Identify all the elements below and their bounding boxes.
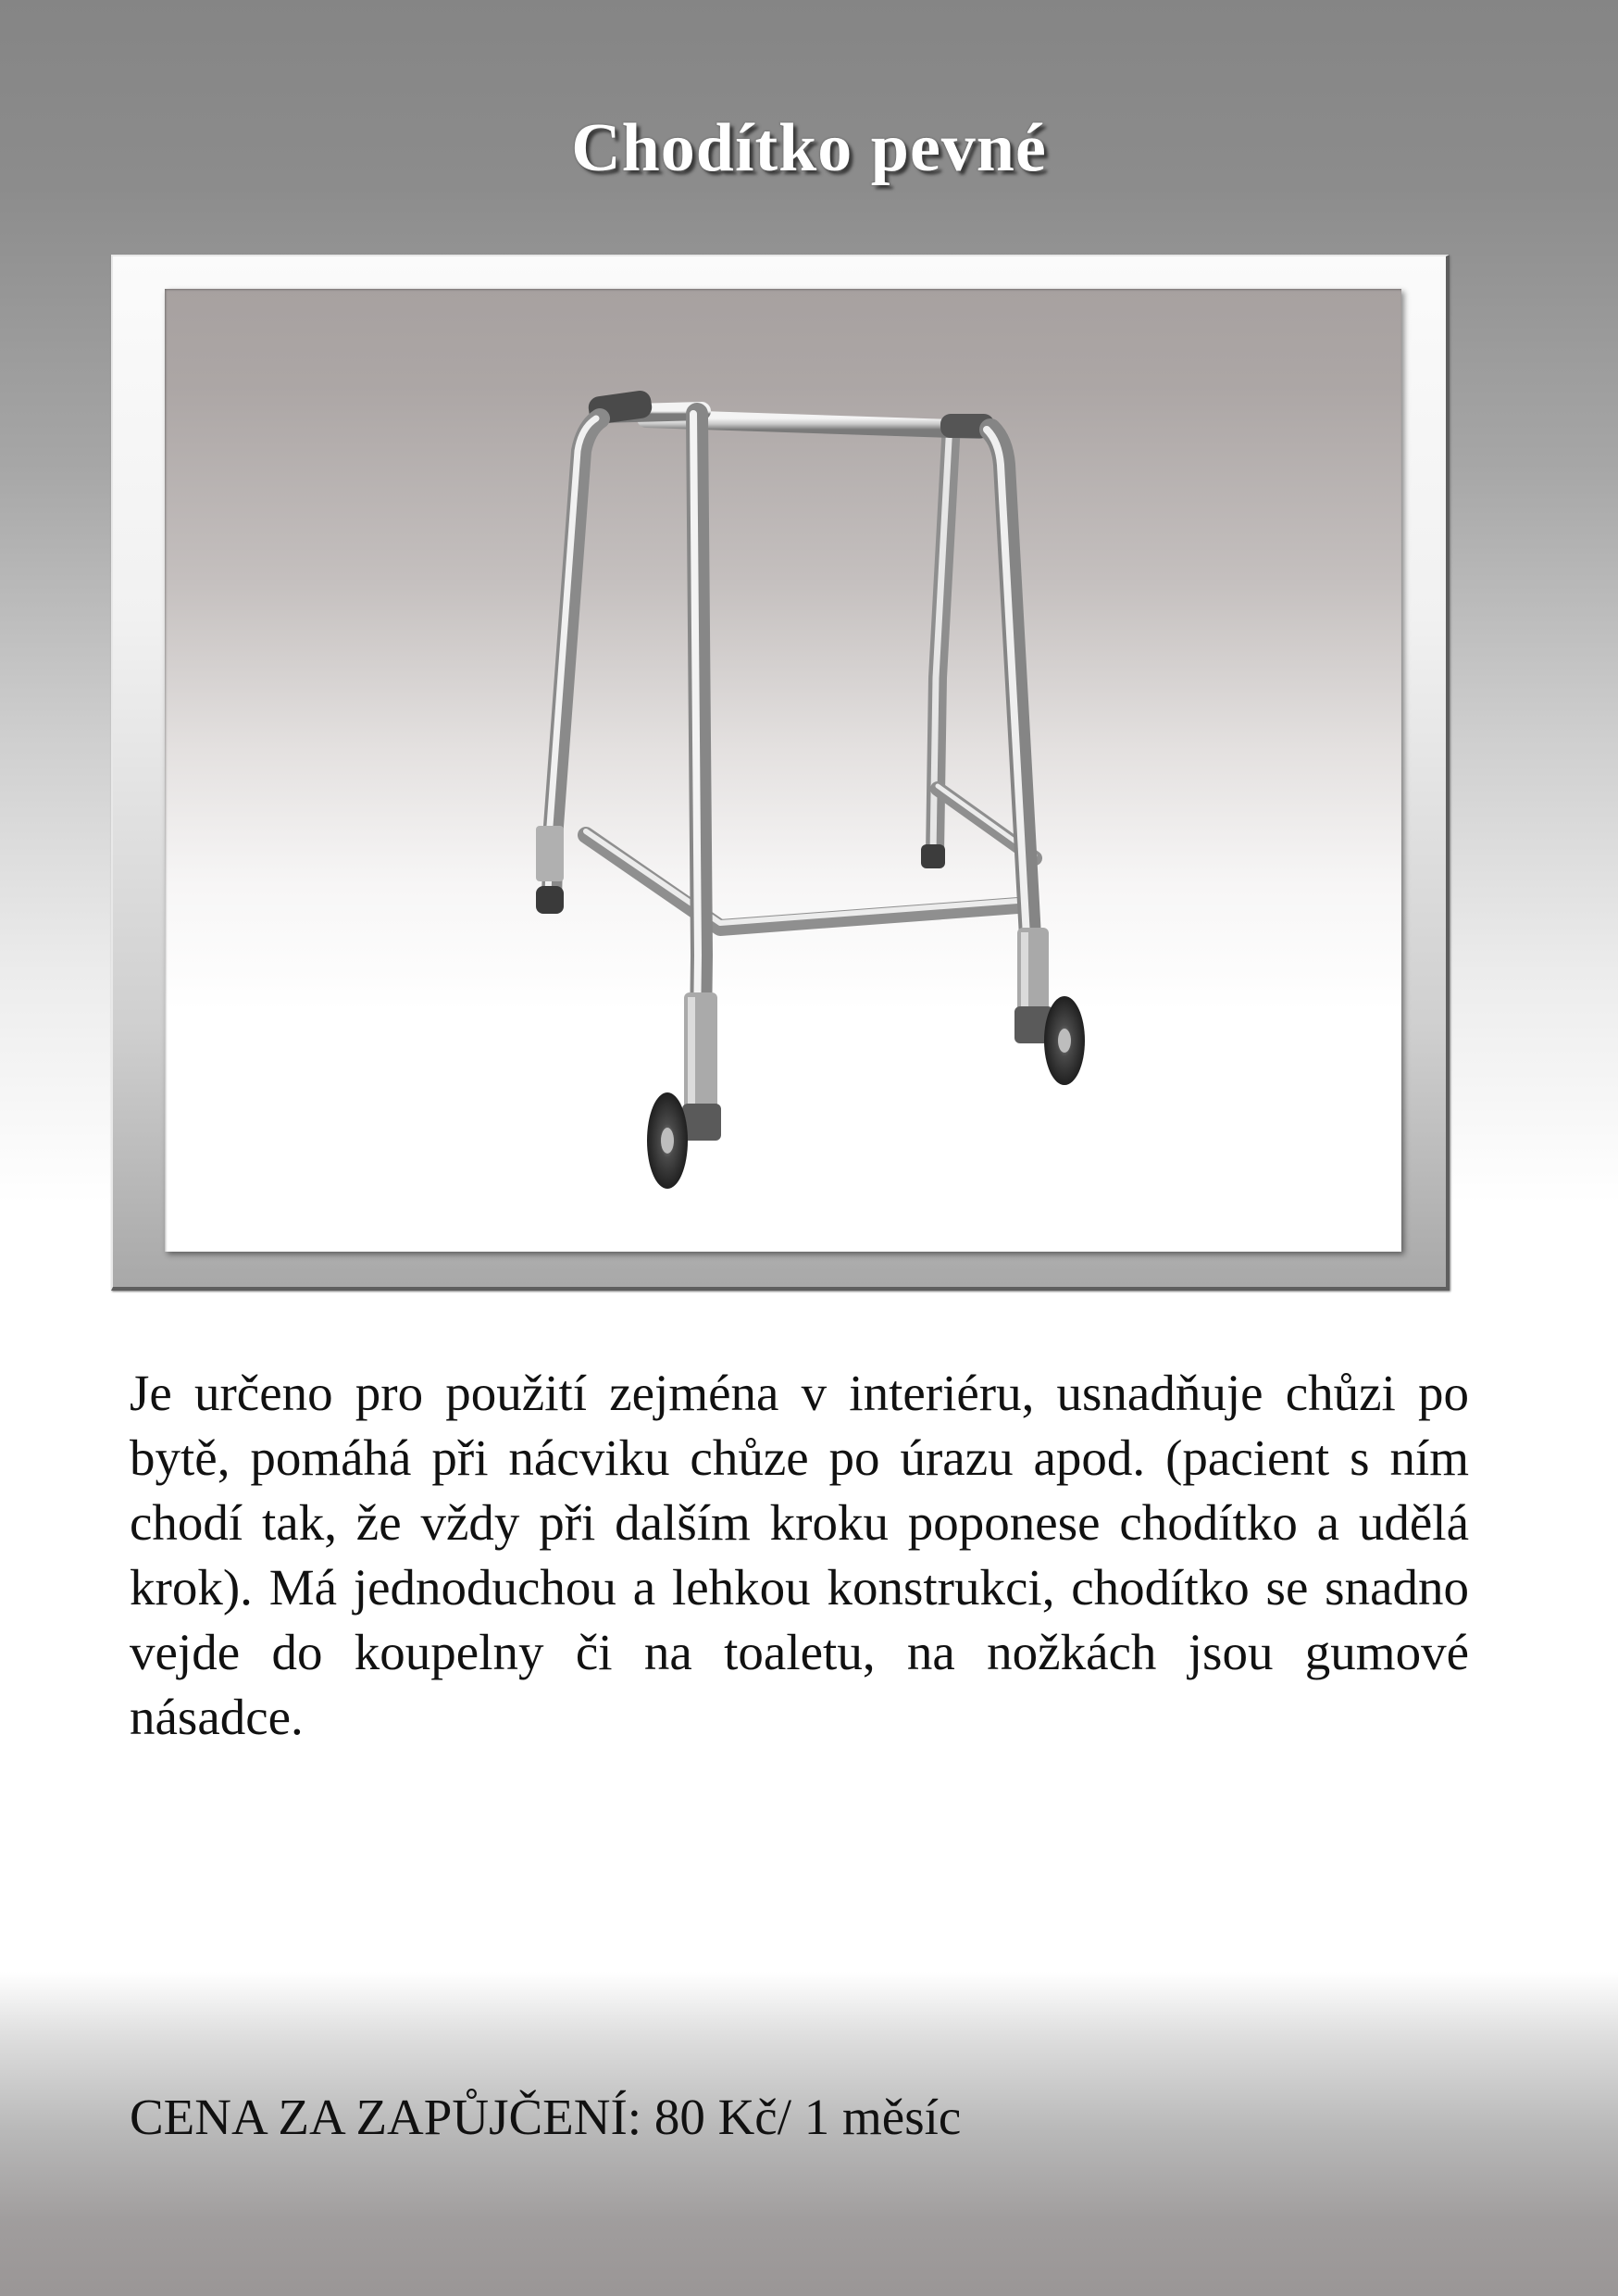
walker-frame-icon: [165, 289, 1401, 1252]
photo-frame: [111, 255, 1450, 1291]
front-middle-leg: [647, 414, 721, 1189]
page-title: Chodítko pevné: [571, 110, 1047, 186]
rental-price: CENA ZA ZAPŮJČENÍ: 80 Kč/ 1 měsíc: [130, 2089, 962, 2145]
lower-crossbar: [586, 786, 1035, 928]
top-frame: [587, 389, 994, 438]
front-right-leg: [987, 430, 1085, 1085]
product-description: Je určeno pro použití zejména v interiéru, usnadňuje chůzi po bytě, pomáhá při nácviku chůze po úrazu apod. (pacient s ním chodí tak, že vždy při dalším kroku poponese chodítko a udělá krok). Má jednoduchou a lehkou konstrukci, chodítko se snadno vejde do koupelny či na toaletu, na nožkách jsou gumové násadce.: [130, 1365, 1469, 1745]
product-photo: [165, 289, 1401, 1252]
